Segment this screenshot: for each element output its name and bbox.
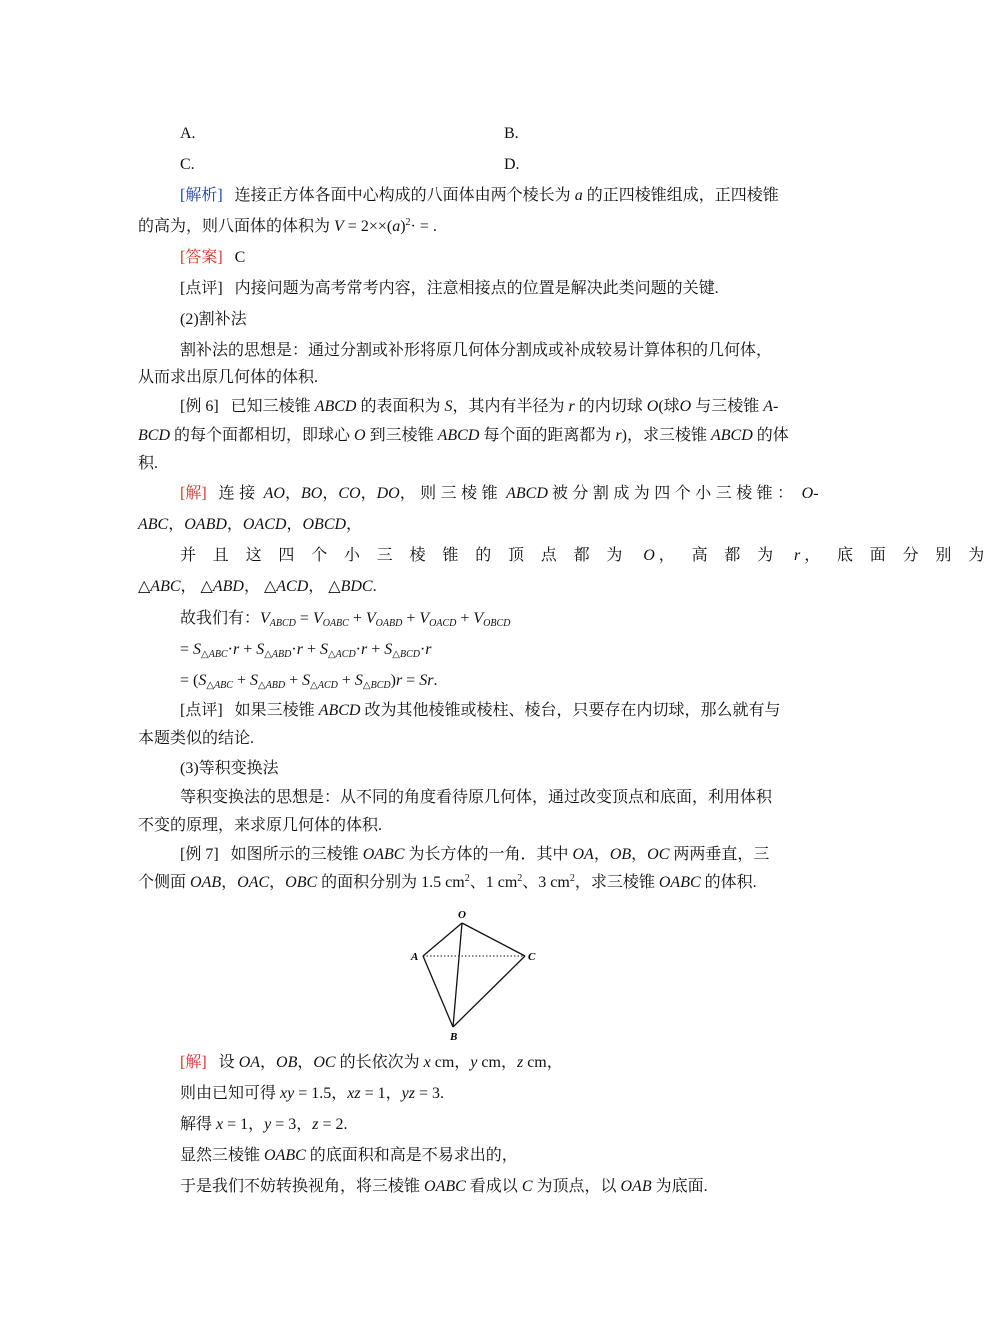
equation-text-1: $V_{ABCD} = V_{OABC} + V_{OABD} + V_{OACD} + V_{OBCD}$ bbox=[260, 610, 511, 629]
solution-7-tag: [解] bbox=[180, 1054, 207, 1071]
example-6-line-3: 积. bbox=[138, 455, 159, 472]
solution-7-line-5: 于是我们不妨转换视角，将三棱锥 OABC 看成以 C 为顶点，以 OAB 为底面. bbox=[180, 1178, 708, 1195]
label-O: O bbox=[458, 909, 466, 921]
label-B: B bbox=[450, 1031, 458, 1043]
method-3-title: (3)等积变换法 bbox=[180, 760, 279, 777]
method-3-desc-2: 不变的原理，来求原几何体的体积. bbox=[138, 817, 383, 834]
option-b: B. bbox=[504, 125, 519, 142]
method-2-desc-2: 从而求出原几何体的体积. bbox=[138, 369, 319, 386]
edge-AB bbox=[423, 956, 453, 1027]
comment-1: [点评] 内接问题为高考常考内容，注意相接点的位置是解决此类问题的关键. bbox=[180, 280, 719, 297]
analysis-tag: [解析] bbox=[180, 187, 223, 204]
example-6-line-1: [例 6] 已知三棱锥 ABCD 的表面积为 S，其内有半径为 r 的内切球 O(球O 与三棱锥 A- bbox=[180, 398, 779, 415]
tetrahedron-figure bbox=[400, 905, 550, 1045]
method-2-title: (2)割补法 bbox=[180, 311, 247, 328]
option-c: C. bbox=[180, 156, 195, 173]
example-6-line-2: BCD 的每个面都相切，即球心 O 到三棱锥 ABCD 每个面的距离都为 r)，求三棱锥 ABCD 的体 bbox=[138, 427, 789, 444]
equation-2 bbox=[180, 640, 814, 660]
comment-2-line-1: [点评] 如果三棱锥 ABCD 改为其他棱锥或棱柱、棱台，只要存在内切球，那么就有与 bbox=[180, 702, 781, 719]
edge-OB bbox=[453, 923, 462, 1027]
solution-6-line-3: 并且这四个小三棱锥的顶点都为 O ，高都为 r ，底面分别为 bbox=[180, 547, 1001, 564]
example-6-tag: [例 6] bbox=[180, 398, 219, 415]
solution-7-line-1: [解] 设 OA，OB，OC 的长依次为 x cm，y cm，z cm， bbox=[180, 1054, 563, 1071]
example-7-line-2: 个侧面 OAB，OAC，OBC 的面积分别为 1.5 $cm^2$、1 $cm^2$、3 $cm^2$，求三棱锥 OABC 的体积. bbox=[138, 873, 757, 891]
equation-1: 故我们有：$V_{ABCD} = V_{OABC} + V_{OABD} + V_{OACD} + V_{OBCD}$ bbox=[180, 610, 511, 629]
example-7-line-1: [例 7] 如图所示的三棱锥 OABC 为长方体的一角．其中 OA，OB，OC 两两垂直，三 bbox=[180, 846, 770, 863]
solution-6-line-4: △ABC， △ABD， △ACD， △BDC. bbox=[138, 578, 377, 595]
edge-CB bbox=[453, 956, 525, 1027]
comment-2-line-2: 本题类似的结论. bbox=[138, 730, 255, 747]
solution-7-line-2: 则由已知可得 xy = 1.5，xz = 1，yz = 3. bbox=[180, 1085, 444, 1102]
solution-7-line-4: 显然三棱锥 OABC 的底面积和高是不易求出的， bbox=[180, 1147, 518, 1164]
solution-7-line-3: 解得 x = 1，y = 3，z = 2. bbox=[180, 1116, 348, 1133]
label-C: C bbox=[528, 951, 536, 963]
option-d: D. bbox=[504, 156, 520, 173]
method-2-desc-1: 割补法的思想是：通过分割或补形将原几何体分割成或补成较易计算体积的几何体， bbox=[180, 342, 773, 359]
label-A: A bbox=[411, 951, 419, 963]
answer-line bbox=[180, 248, 814, 268]
solution-6-line-1: [解] 连接 AO，BO，CO，DO，则三棱锥 ABCD 被分割成为四个小三棱锥： O- bbox=[180, 485, 819, 502]
equation-text-3: = $(S_{\triangle ABC} + S_{\triangle ABD} + S_{\triangle ACD} + S_{\triangle BCD})r = Sr$. bbox=[180, 672, 438, 691]
answer-tag: [答案] bbox=[180, 249, 223, 266]
method-3-desc-1: 等积变换法的思想是：从不同的角度看待原几何体，通过改变顶点和底面，利用体积 bbox=[180, 789, 773, 806]
answer-value: C bbox=[234, 249, 246, 266]
equation-text-2: = $S_{\triangle ABC}\cdot r + S_{\triangle ABD}\cdot r + S_{\triangle ACD}\cdot r + S_{\triangle BCD}\cdot r$ bbox=[180, 641, 432, 660]
example-7-tag: [例 7] bbox=[180, 846, 219, 863]
analysis-line-1: [解析] 连接正方体各面中心构成的八面体由两个棱长为 a 的正四棱锥组成，正四棱锥 bbox=[180, 187, 779, 204]
solution-6-tag: [解] bbox=[180, 485, 207, 502]
edge-OA bbox=[423, 923, 462, 956]
analysis-line-2: 的高为，则八面体的体积为 $V = 2\times\times(a)^2\cdot$ = . bbox=[138, 217, 437, 235]
edge-OC bbox=[462, 923, 525, 956]
option-a: A. bbox=[180, 125, 196, 142]
solution-6-line-2: ABC，OABD，OACD，OBCD， bbox=[138, 516, 363, 533]
equation-3 bbox=[180, 671, 814, 691]
